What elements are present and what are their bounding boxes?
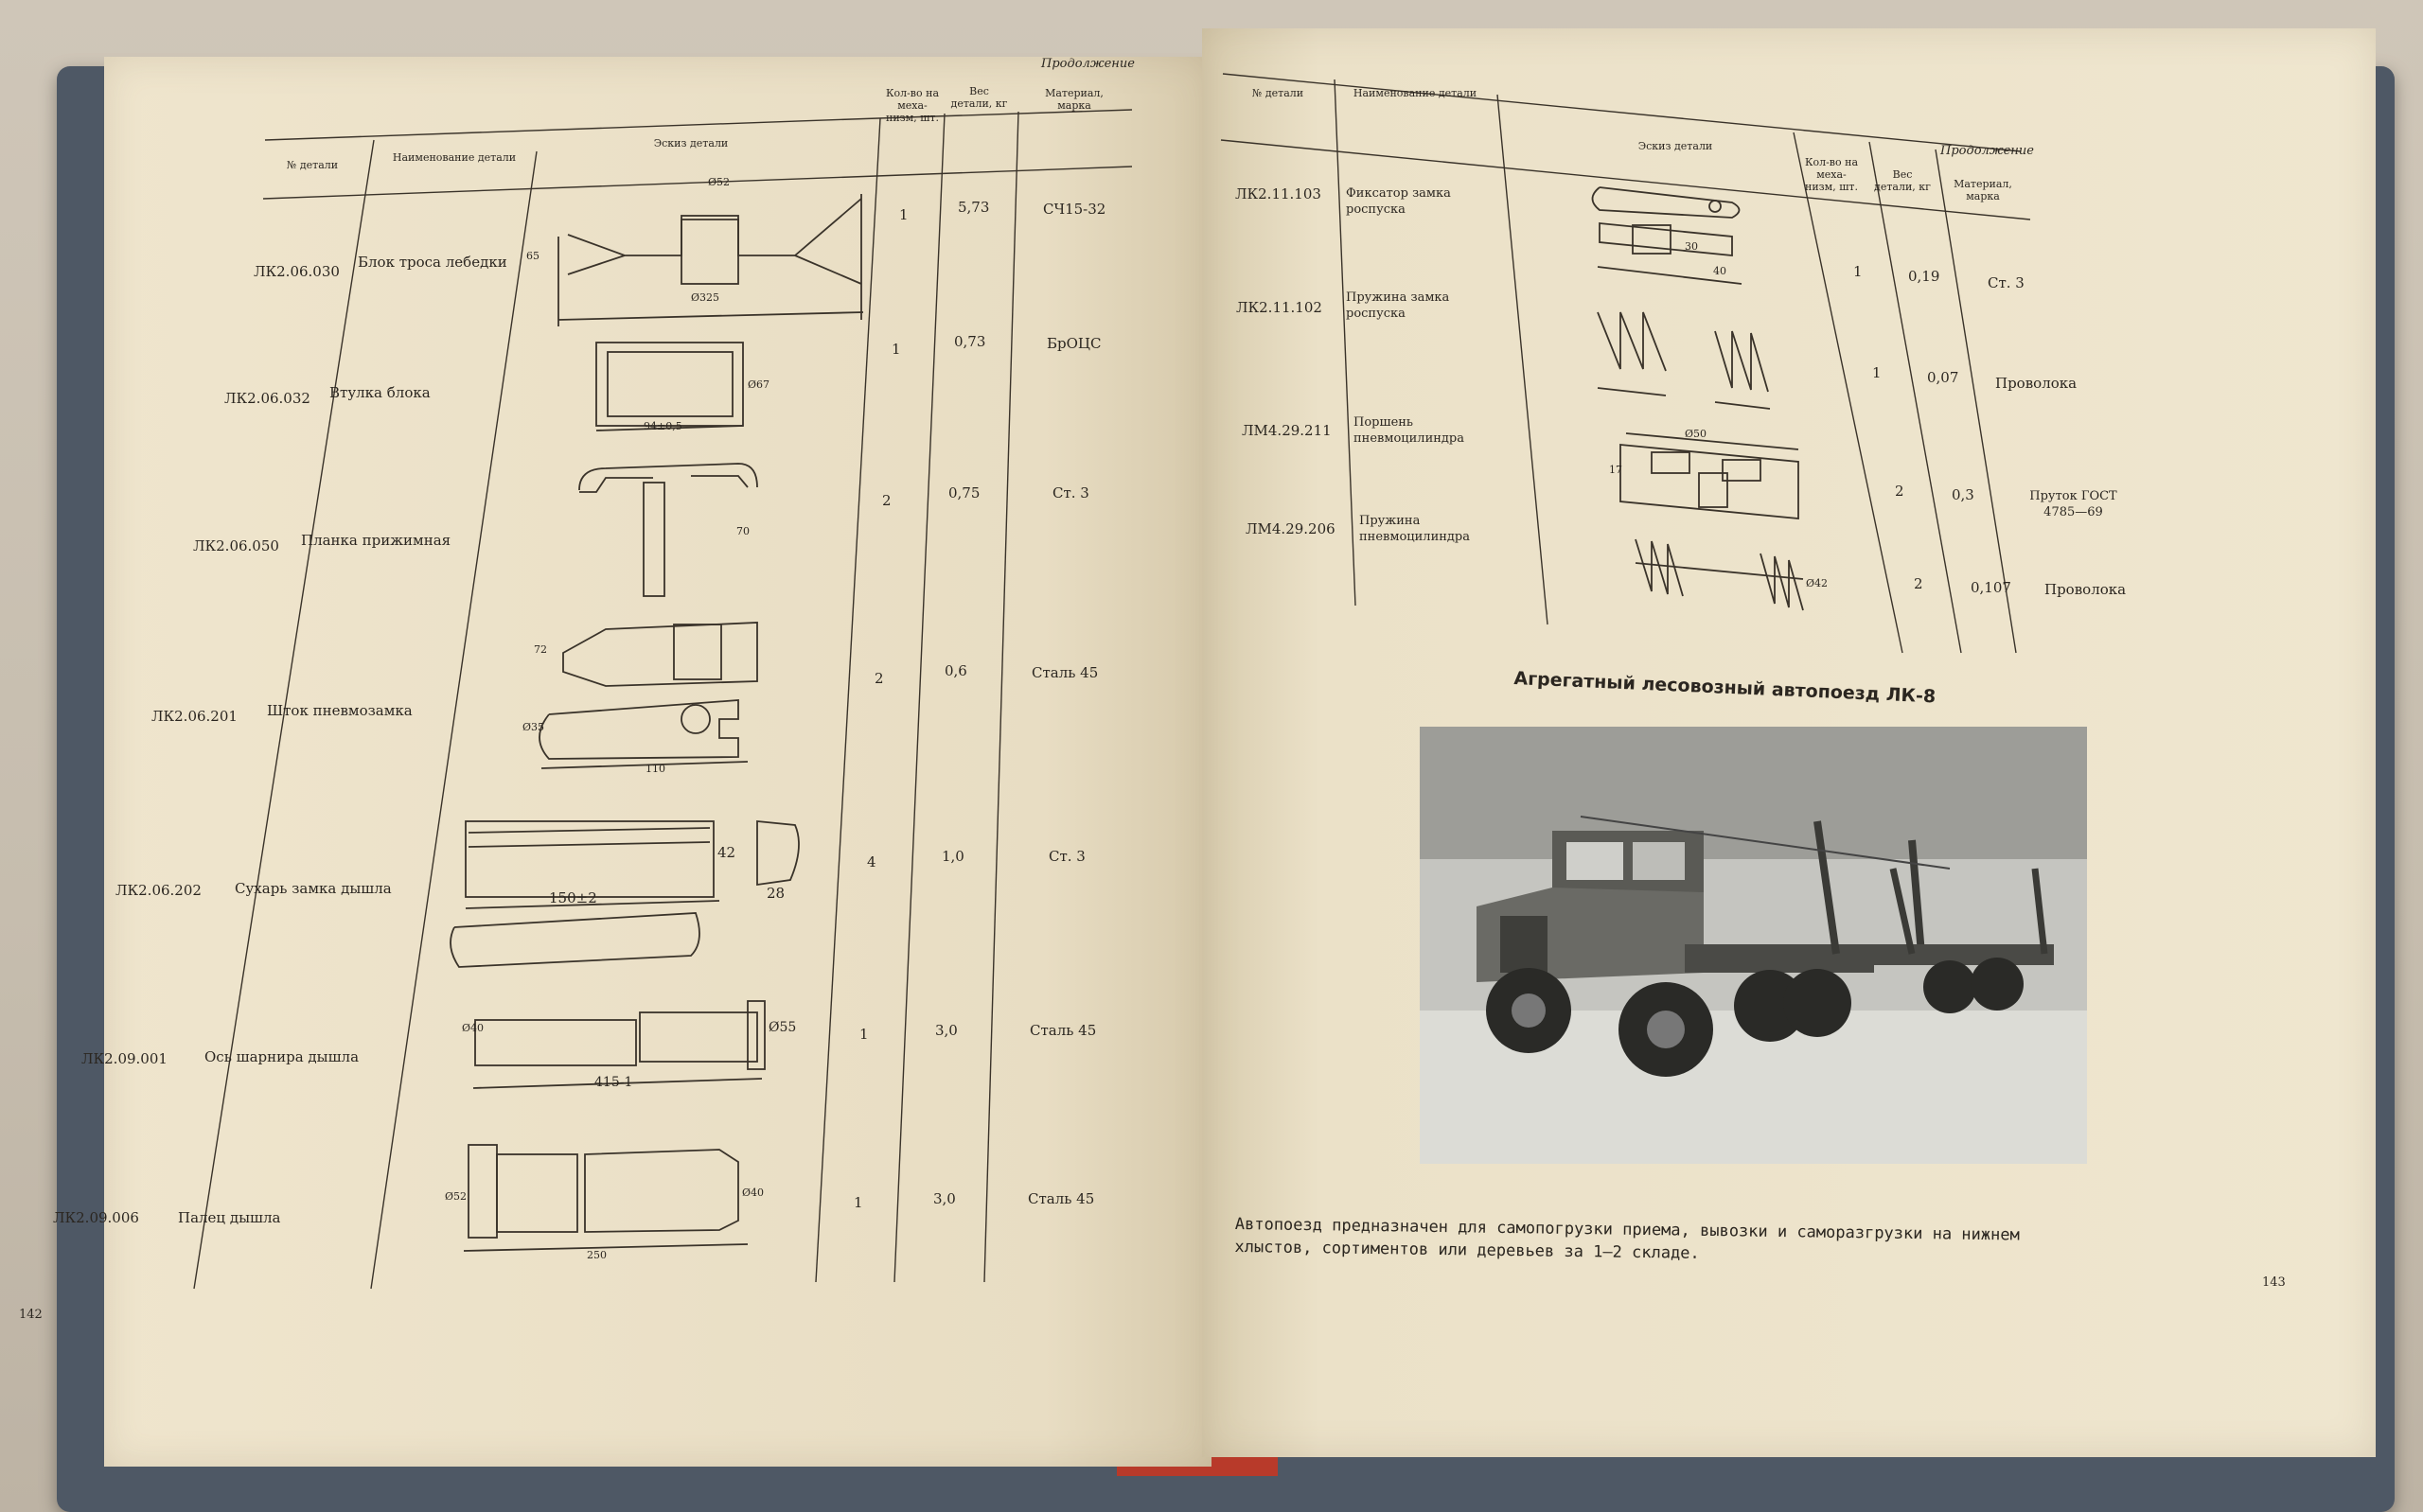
row-material: Сталь 45 — [1028, 1190, 1095, 1207]
continuation-note: Продолжение — [1041, 57, 1135, 71]
row-qty: 1 — [1872, 364, 1882, 381]
dimension-label: Ø325 — [691, 291, 720, 304]
page-number-right: 143 — [2262, 1275, 2286, 1290]
row-qty: 1 — [1853, 263, 1863, 280]
row-qty: 2 — [1914, 575, 1923, 592]
row-part-no: ЛК2.11.102 — [1236, 299, 1322, 316]
row-qty: 1 — [899, 206, 909, 223]
dimension-label: 30 — [1685, 240, 1698, 253]
header-qty: Кол-во на меха-низм, шт. — [885, 87, 940, 124]
row-part-name: Шток пневмозамка — [267, 702, 413, 719]
row-part-no: ЛМ4.29.211 — [1242, 422, 1332, 439]
dimension-label: Ø42 — [1806, 577, 1829, 589]
row-material: СЧ15-32 — [1043, 201, 1106, 218]
dimension-label: 70 — [736, 525, 750, 537]
row-part-no: ЛК2.06.050 — [193, 537, 279, 554]
dimension-label: Ø40 — [742, 1187, 765, 1199]
dimension-label: 28 — [767, 885, 786, 902]
row-qty: 2 — [882, 492, 892, 509]
row-weight: 3,0 — [935, 1022, 958, 1039]
header-material: Материал, марка — [1045, 87, 1104, 112]
logging-truck-photo — [1420, 727, 2087, 1164]
row-part-name: Поршень пневмоцилиндра — [1353, 415, 1464, 446]
row-part-no: ЛК2.09.001 — [81, 1050, 168, 1067]
dimension-label: Ø40 — [462, 1022, 485, 1034]
row-weight: 0,6 — [945, 662, 967, 679]
row-material: Пруток ГОСТ 4785—69 — [2029, 489, 2117, 519]
row-material: Сталь 45 — [1030, 1022, 1097, 1039]
dimension-label: Ø52 — [708, 176, 731, 188]
row-part-name: Блок троса лебедки — [358, 254, 507, 271]
row-material: Проволока — [1995, 375, 2078, 392]
description-line: Автопоезд предназначен для самопогрузки приема, вывозки и саморазгрузки на нижнем — [1234, 1214, 2020, 1245]
row-part-no: ЛК2.06.032 — [224, 390, 310, 407]
row-part-no: ЛК2.11.103 — [1235, 185, 1321, 202]
row-part-name: Сухарь замка дышла — [235, 880, 392, 897]
dimension-label: Ø67 — [748, 378, 770, 391]
row-qty: 2 — [1895, 483, 1904, 500]
row-qty: 1 — [854, 1194, 863, 1211]
row-weight: 0,73 — [954, 333, 986, 350]
row-part-no: ЛМ4.29.206 — [1246, 520, 1335, 537]
row-material: Проволока — [2044, 581, 2127, 598]
dimension-label: 110 — [646, 763, 665, 775]
row-weight: 0,07 — [1927, 369, 1959, 386]
row-part-no: ЛК2.06.202 — [115, 882, 202, 899]
dimension-label: 40 — [1713, 265, 1726, 277]
header-sketch: Эскиз детали — [1637, 140, 1713, 152]
dimension-label: 250 — [587, 1249, 607, 1261]
row-weight: 0,107 — [1971, 579, 2011, 596]
dimension-label: 94±0,5 — [644, 420, 682, 432]
dimension-label: 72 — [534, 643, 547, 656]
header-weight: Вес детали, кг — [1874, 168, 1931, 193]
header-sketch: Эскиз детали — [653, 137, 729, 149]
dimension-label: Ø50 — [1685, 428, 1707, 440]
row-weight: 0,19 — [1908, 268, 1940, 285]
section-title: Агрегатный лесовозный автопоезд ЛК-8 — [1513, 668, 1937, 708]
row-part-name: Фиксатор замка роспуска — [1346, 186, 1451, 217]
continuation-note: Продолжение — [1940, 144, 2034, 158]
header-qty: Кол-во на меха-низм, шт. — [1804, 156, 1859, 193]
row-material: Ст. 3 — [1049, 848, 1086, 865]
row-qty: 1 — [892, 341, 901, 358]
row-part-name: Пружина пневмоцилиндра — [1359, 514, 1470, 544]
row-qty: 2 — [875, 670, 884, 687]
page-number-left: 142 — [19, 1308, 43, 1322]
row-part-name: Ось шарнира дышла — [204, 1048, 360, 1065]
dimension-label: 415-1 — [594, 1075, 633, 1090]
description-line: хлыстов, сортиментов или деревьев за 1—2 складе. — [1234, 1237, 1700, 1263]
row-qty: 1 — [859, 1026, 869, 1043]
row-part-no: ЛК2.09.006 — [53, 1209, 139, 1226]
dimension-label: Ø55 — [769, 1020, 797, 1035]
row-material: Ст. 3 — [1052, 484, 1089, 501]
header-part-name: Наименование детали — [1353, 87, 1477, 99]
header-part-no: № детали — [286, 159, 339, 171]
row-qty: 4 — [867, 853, 876, 870]
dimension-label: Ø35 — [522, 721, 545, 733]
row-part-no: ЛК2.06.030 — [254, 263, 340, 280]
dimension-label: Ø52 — [445, 1190, 468, 1203]
dimension-label: 150±2 — [549, 889, 597, 906]
row-part-name: Планка прижимная — [301, 532, 451, 549]
dimension-label: 65 — [526, 250, 539, 262]
header-part-no: № детали — [1251, 87, 1304, 99]
header-material: Материал, марка — [1954, 178, 2012, 202]
row-material: Сталь 45 — [1032, 664, 1099, 681]
row-part-name: Пружина замка роспуска — [1346, 290, 1450, 321]
row-weight: 5,73 — [958, 199, 990, 216]
dimension-label: 17 — [1609, 464, 1622, 476]
row-weight: 0,75 — [948, 484, 981, 501]
row-material: БрОЦС — [1047, 335, 1102, 352]
header-part-name: Наименование детали — [392, 151, 517, 164]
row-part-name: Палец дышла — [178, 1209, 281, 1226]
row-weight: 0,3 — [1952, 486, 1974, 503]
row-material: Ст. 3 — [1988, 274, 2025, 291]
row-part-no: ЛК2.06.201 — [151, 708, 238, 725]
truck-photo — [1420, 727, 2087, 1164]
row-weight: 3,0 — [933, 1190, 956, 1207]
row-part-name: Втулка блока — [329, 384, 431, 401]
header-weight: Вес детали, кг — [950, 85, 1008, 110]
row-weight: 1,0 — [942, 848, 964, 865]
dimension-label: 42 — [717, 844, 736, 861]
